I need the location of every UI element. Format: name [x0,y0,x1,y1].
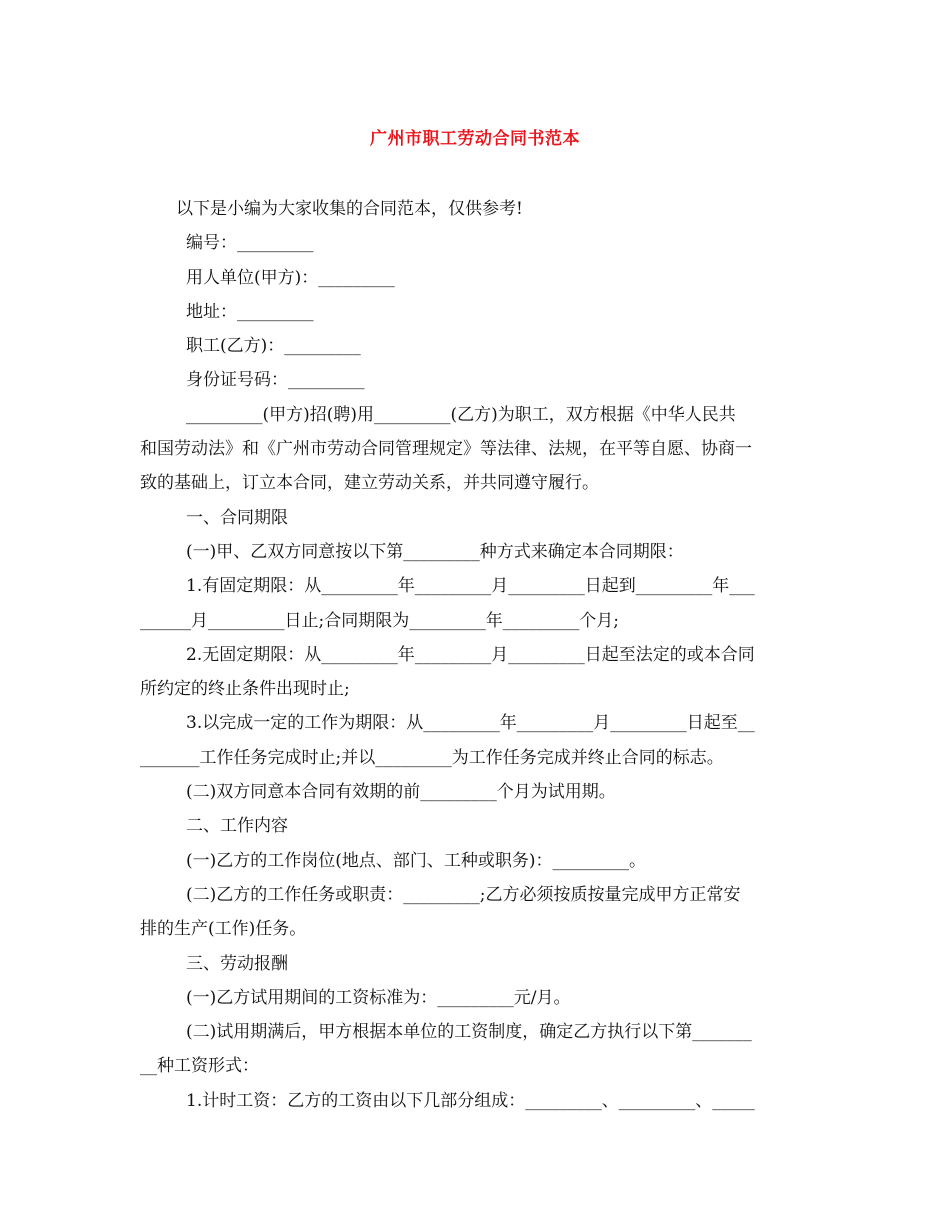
clause-line: (一)乙方的工作岗位(地点、部门、工种或职务)：_________。 [186,850,647,871]
clause-line: _______工作任务完成时止;并以_________为工作任务完成并终止合同的标志。 [140,747,724,768]
section-heading: 三、劳动报酬 [186,953,288,974]
contract-body [140,192,812,1118]
clause-line: (二)双方同意本合同有效期的前_________个月为试用期。 [186,782,616,803]
clause-line: 所约定的终止条件出现时止; [140,679,350,700]
preamble-line: 致的基础上，订立本合同，建立劳动关系，并共同遵守履行。 [140,473,599,494]
field-address: 地址：_________ [186,301,314,322]
section-heading: 一、合同期限 [186,507,288,528]
clause-line: (二)试用期满后，甲方根据本单位的工资制度，确定乙方执行以下第_______ [186,1022,752,1043]
clause-line: 1.有固定期限：从_________年_________月_________日起到_________年___ [186,576,755,597]
document-title: 广州市职工劳动合同书范本 [370,129,580,149]
clause-line: 1.计时工资：乙方的工资由以下几部分组成：_________、_________、_____ [186,1090,755,1111]
clause-line: __种工资形式： [140,1056,259,1077]
clause-line: 3.以完成一定的工作为期限：从_________年_________月_________日起至__ [186,713,755,734]
preamble-line: _________(甲方)招(聘)用_________(乙方)为职工，双方根据《中华人民共 [186,404,736,425]
section-heading: 二、工作内容 [186,816,288,837]
field-number: 编号：_________ [186,233,314,254]
field-id-number: 身份证号码：_________ [186,370,365,391]
intro-line: 以下是小编为大家收集的合同范本，仅供参考! [176,199,523,219]
clause-line: (一)甲、乙双方同意按以下第_________种方式来确定本合同期限： [186,541,684,562]
clause-line: (一)乙方试用期间的工资标准为：_________元/月。 [186,987,571,1008]
clause-line: 2.无固定期限：从_________年_________月_________日起至法定的或本合同 [186,644,755,665]
field-employer: 用人单位(甲方)：_________ [186,267,395,288]
clause-line: 排的生产(工作)任务。 [140,919,307,940]
preamble-line: 和国劳动法》和《广州市劳动合同管理规定》等法律、法规，在平等自愿、协商一 [140,439,752,460]
clause-line: ______月_________日止;合同期限为_________年_________个月; [140,610,619,631]
field-employee: 职工(乙方)：_________ [186,336,361,357]
clause-line: (二)乙方的工作任务或职责：_________;乙方必须按质按量完成甲方正常安 [186,884,741,905]
